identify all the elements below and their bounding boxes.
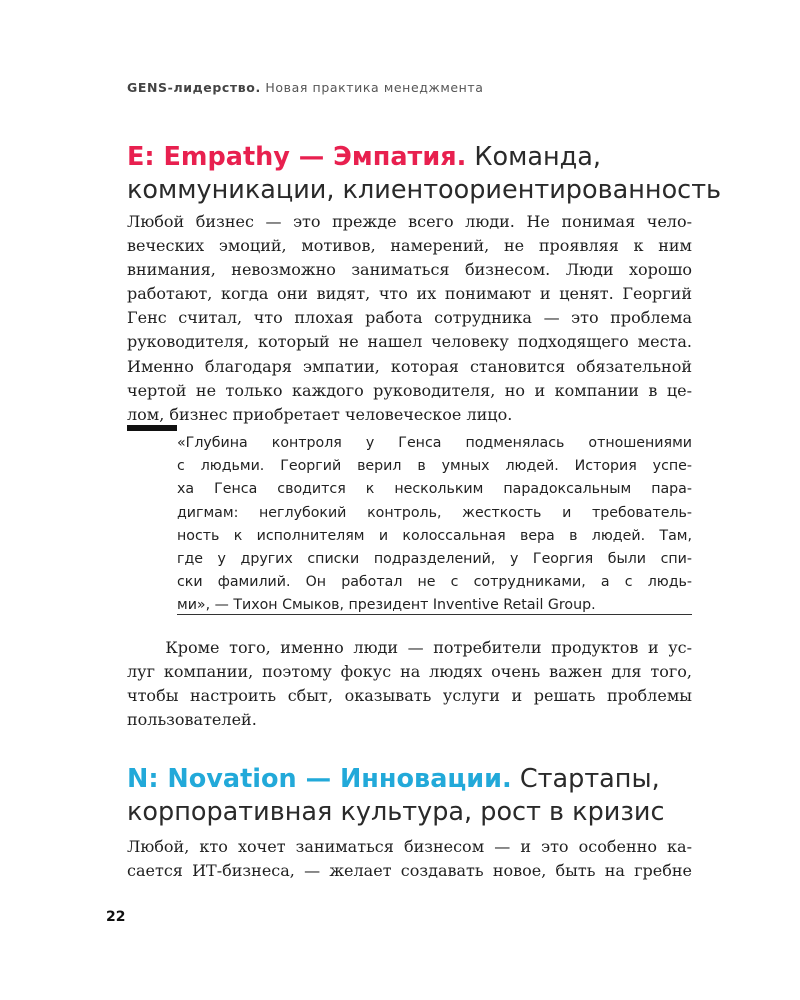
text-line: Любой бизнес — это прежде всего люди. Не понимая чело- [127, 212, 692, 231]
running-header-title: GENS-лидерство. [127, 80, 261, 95]
quote-line: «Глубина контроля у Генса подменялась отношениями [177, 435, 692, 451]
quote-line: с людьми. Георгий верил в умных людей. История успе- [177, 458, 692, 475]
quote-line: где у других списки подразделений, у Георгия были спи- [177, 551, 692, 568]
section-heading-empathy [127, 141, 721, 207]
pull-quote [177, 432, 692, 618]
heading-keyword: E: Empathy — Эмпатия. [127, 142, 467, 172]
text-line: руководителя, который не нашел человеку подходящего места. [127, 332, 692, 352]
quote-line: ха Генса сводится к нескольким парадоксальным пара- [177, 481, 692, 498]
text-line: работают, когда они видят, что их понимают и ценят. Георгий [127, 284, 692, 304]
text-line: Генс считал, что плохая работа сотрудника — это проблема [127, 308, 692, 328]
text-line: веческих эмоций, мотивов, намерений, не проявляя к ним [127, 236, 692, 256]
heading-keyword: N: Novation — Инновации. [127, 764, 512, 794]
text-line: луг компании, поэтому фокус на людях очень важен для того, [127, 662, 692, 682]
quote-line: дигмам: неглубокий контроль, жесткость и требователь- [177, 504, 692, 521]
text-line: сается ИТ-бизнеса, — желает создавать новое, быть на гребне [127, 861, 692, 881]
running-header-subtitle: Новая практика менеджмента [265, 80, 484, 95]
text-line: лом, бизнес приобретает человеческое лицо. [127, 404, 513, 424]
body-paragraph-customers [127, 636, 692, 732]
quote-line: ски фамилий. Он работал не с сотрудниками, а с людь- [177, 574, 692, 591]
body-paragraph-empathy [127, 210, 692, 427]
heading-title-line-1: Стартапы, [519, 764, 660, 794]
text-line: чертой не только каждого руководителя, но и компании в це- [127, 380, 692, 400]
quote-line: ность к исполнителям и колоссальная вера в людей. Там, [177, 527, 692, 544]
heading-title-line-2: корпоративная культура, рост в кризис [127, 797, 665, 827]
text-line: внимания, невозможно заниматься бизнесом. Люди хорошо [127, 260, 692, 280]
heading-title-line-2: коммуникации, клиентоориентированность [127, 175, 722, 205]
text-line: Любой, кто хочет заниматься бизнесом — и это особенно ка- [127, 837, 692, 856]
quote-underline-rule [177, 614, 692, 615]
page-number: 22 [106, 909, 126, 925]
text-line: Именно благодаря эмпатии, которая становится обязательной [127, 356, 692, 376]
quote-marker-bar [127, 425, 177, 431]
text-line: чтобы настроить сбыт, оказывать услуги и решать проблемы [127, 686, 692, 706]
heading-title-line-1: Команда, [474, 142, 601, 172]
section-heading-novation [127, 763, 664, 829]
body-paragraph-novation [127, 835, 692, 883]
text-line: пользователей. [127, 710, 257, 730]
quote-line: ми», — Тихон Смыков, президент Inventive Retail Group. [177, 597, 596, 614]
running-header [127, 80, 484, 95]
text-line: Кроме того, именно люди — потребители продуктов и ус- [127, 638, 692, 657]
